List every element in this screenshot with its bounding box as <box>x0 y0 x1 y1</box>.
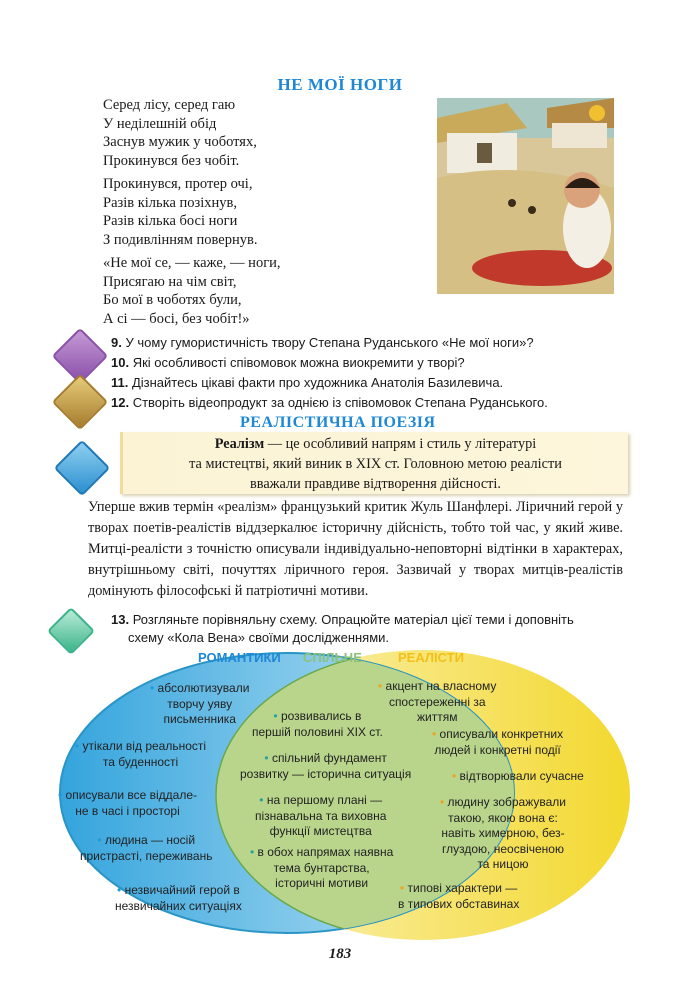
venn-item-line: • акцент на власному <box>378 679 497 693</box>
venn-item-line: спостереженні за <box>388 694 486 709</box>
question-12 <box>111 393 548 413</box>
body-paragraph: Уперше вжив термін «реалізм» французький критик Жуль Шанфлері. Ліричний герой у творах поетів-реалістів віддзеркалює історичну дійсність, тобто той час, у який живе. Митці-реалісти з точністю описували індивідуально-неповторні відтінки в характерах, внутрішньому світі, почуттях ліричного героя. Зазвичай у творах митців-реалістів домінують філософські й патріотичні мотиви. <box>88 499 623 599</box>
bullet-icon: • <box>97 833 105 847</box>
task-text: схему «Кола Вена» своїми дослідженнями. <box>128 630 390 645</box>
venn-item-line: функції мистецтва <box>269 824 372 838</box>
venn-item-line: пізнавальна та виховна <box>255 808 387 823</box>
bullet-icon: • <box>58 788 66 802</box>
poem-line: Бо мої в чоботях були, <box>103 292 242 308</box>
poem-line: Прокинувся, протер очі, <box>103 176 253 192</box>
venn-item-right <box>452 769 584 785</box>
bullet-icon: • <box>117 883 125 897</box>
venn-item-line: життям <box>416 710 458 724</box>
venn-item-line: не в часі і просторі <box>75 803 180 818</box>
bullet-icon: • <box>150 681 158 695</box>
task-number: 13. <box>111 612 130 627</box>
bird-character-icon <box>54 440 111 497</box>
stanza-2 <box>103 175 281 249</box>
bullet-icon: • <box>273 709 281 723</box>
definition-term: Реалізм <box>214 436 265 452</box>
venn-item-line: • типові характери — <box>400 881 518 895</box>
venn-item-line: в типових обставинах <box>398 896 520 911</box>
question-text: Дізнайтесь цікаві факти про художника Анатолія Базилевича. <box>128 375 504 390</box>
question-number: 9. <box>111 335 122 350</box>
definition-line: — це особливий напрям і стиль у літературі <box>264 436 537 452</box>
venn-item-line: • відтворювали сучасне <box>452 769 584 783</box>
poem-title: НЕ МОЇ НОГИ <box>277 75 403 94</box>
bullet-icon: • <box>75 739 83 753</box>
venn-item-left <box>115 883 242 914</box>
venn-item-line: глуздою, неосвіченою <box>442 841 564 856</box>
question-text: У чому гумористичність твору Степана Руданського «Не мої ноги»? <box>121 335 534 350</box>
question-number: 10. <box>111 355 130 370</box>
bullet-icon: • <box>452 769 460 783</box>
venn-item-line: • людина — носій <box>97 833 196 847</box>
venn-item-line: • утікали від реальності <box>75 739 207 753</box>
venn-item-right <box>378 679 496 726</box>
venn-item-line: • абсолютизували <box>150 681 250 695</box>
venn-item-line: • спільний фундамент <box>264 751 387 765</box>
old-man-character-icon <box>52 374 109 431</box>
venn-item-middle <box>240 751 411 782</box>
venn-item-line: • незвичайний герой в <box>117 883 240 897</box>
venn-item-left <box>75 739 206 770</box>
bullet-icon: • <box>264 751 272 765</box>
venn-item-line: • розвивались в <box>273 709 362 723</box>
venn-item-line: • на першому плані — <box>259 793 383 807</box>
label-romantics: РОМАНТИКИ <box>198 650 281 665</box>
bullet-icon: • <box>259 793 267 807</box>
venn-item-line: історичні мотиви <box>275 876 369 890</box>
venn-diagram <box>0 645 695 945</box>
question-9 <box>111 333 534 353</box>
bullet-icon: • <box>378 679 386 693</box>
venn-item-middle <box>252 709 383 740</box>
venn-item-line: • людину зображували <box>440 795 566 809</box>
venn-item-line: навіть химерною, без- <box>441 826 565 840</box>
venn-item-line: незвичайних ситуаціях <box>115 898 242 913</box>
poem <box>103 96 281 333</box>
poem-line: У неділешній обід <box>103 115 217 132</box>
poem-line: Серед лісу, серед гаю <box>103 97 236 113</box>
venn-item-left <box>150 681 249 728</box>
section-title: РЕАЛІСТИЧНА ПОЕЗІЯ <box>240 414 436 431</box>
bullet-icon: • <box>432 727 440 741</box>
illustration-sleeping-peasant <box>437 98 614 294</box>
venn-item-line: такою, якою вона є: <box>448 810 558 825</box>
definition-box <box>120 432 628 494</box>
stanza-3 <box>103 254 281 328</box>
venn-item-line: • в обох напрямах наявна <box>250 845 394 859</box>
poem-line: Прокинувся без чобіт. <box>103 152 240 169</box>
venn-item-right <box>440 795 566 873</box>
question-10 <box>111 353 465 373</box>
poem-line: Заснув мужик у чоботях, <box>103 134 257 150</box>
venn-item-line: письменника <box>163 712 236 726</box>
poem-line: «Не мої се, — каже, — ноги, <box>103 255 281 271</box>
venn-item-left <box>58 788 197 819</box>
question-text: Які особливості співомовок можна виокремити у творі? <box>129 355 465 370</box>
venn-item-line: • описували все віддале- <box>58 788 198 802</box>
question-text: Створіть відеопродукт за однією із співомовок Степана Руданського. <box>129 395 548 410</box>
venn-item-middle <box>255 793 386 840</box>
poem-line: А сі — босі, без чобіт!» <box>103 310 250 327</box>
label-common: СПІЛЬНЕ <box>303 650 362 665</box>
page-number: 183 <box>328 946 352 962</box>
poem-line: Разів кілька босі ноги <box>103 213 238 229</box>
bullet-icon: • <box>440 795 448 809</box>
venn-item-line: • описували конкретних <box>432 727 564 741</box>
poem-line: Разів кілька позіхнув, <box>103 194 238 211</box>
task-13 <box>111 611 574 647</box>
venn-item-left <box>80 833 212 864</box>
venn-item-line: та ницою <box>477 857 529 871</box>
venn-item-middle <box>250 845 393 892</box>
question-11 <box>111 373 503 393</box>
definition-line: та мистецтві, який виник в XIX ст. Головною метою реалісти <box>189 456 562 472</box>
venn-item-line: першій половині XIX ст. <box>252 724 383 739</box>
question-number: 11. <box>111 375 129 390</box>
question-number: 12. <box>111 395 130 410</box>
stanza-1 <box>103 96 281 170</box>
poem-line: З подивлінням повернув. <box>103 231 258 248</box>
task-text: Розгляньте порівняльну схему. Опрацюйте матеріал цієї теми і доповніть <box>129 612 574 627</box>
venn-item-line: розвитку — історична ситуація <box>240 766 412 781</box>
bullet-icon: • <box>400 881 408 895</box>
definition-line: вважали правдиве відтворення дійсності. <box>250 476 501 492</box>
venn-item-line: пристрасті, переживань <box>80 848 213 863</box>
venn-item-right <box>432 727 563 758</box>
venn-item-line: творчу уяву <box>167 696 233 711</box>
venn-item-line: людей і конкретні події <box>434 742 561 757</box>
venn-item-line: тема бунтарства, <box>273 860 370 875</box>
venn-item-line: та буденності <box>102 754 179 769</box>
venn-item-right <box>398 881 519 912</box>
poem-line: Присягаю на чім світ, <box>103 273 237 290</box>
bullet-icon: • <box>250 845 258 859</box>
label-realists: РЕАЛІСТИ <box>398 650 464 665</box>
